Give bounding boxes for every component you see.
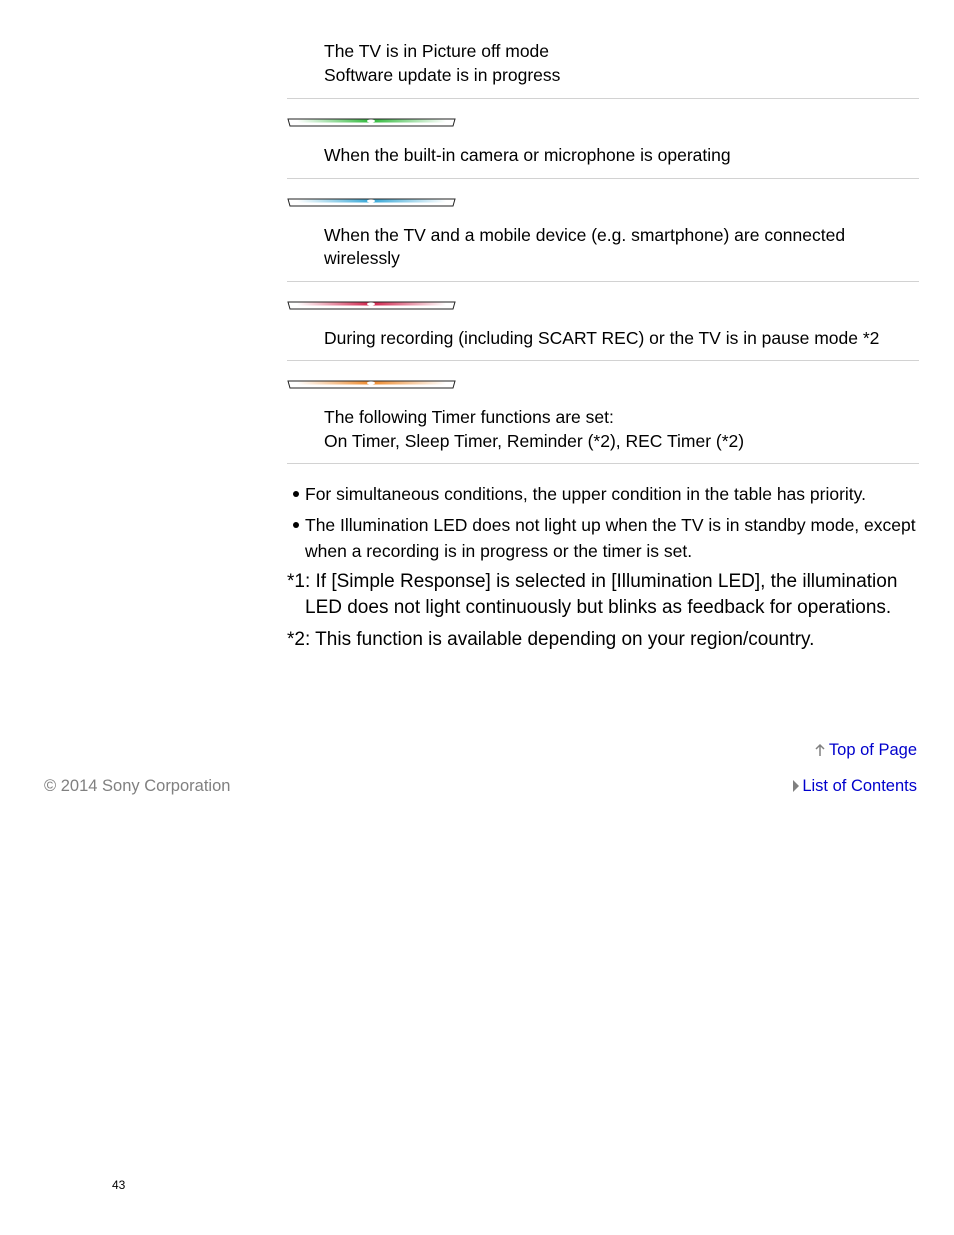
row-description: [287, 207, 919, 281]
top-of-page-label: Top of Page: [828, 741, 917, 759]
row-line: On Timer, Sleep Timer, Reminder (*2), REC Timer (*2): [324, 430, 745, 451]
table-row-red: [287, 282, 919, 362]
bullet-icon: [293, 522, 299, 528]
row-line: The TV is in Picture off mode: [324, 41, 550, 61]
note-bullet: [287, 512, 919, 564]
table-row-blue: [287, 179, 919, 282]
list-of-contents-link[interactable]: [793, 776, 917, 796]
led-status-table: [287, 0, 919, 659]
copyright-text: © 2014 Sony Corporation: [44, 777, 231, 795]
footnote-1: *1: If [Simple Response] is selected in [Illumination LED], the illumination LED does not light continuously but blinks as feedback for operations.: [287, 571, 898, 618]
note-text: For simultaneous conditions, the upper condition in the table has priority.: [305, 484, 866, 504]
row-line: When the built-in camera or microphone is operating: [324, 145, 731, 165]
row-description: [287, 127, 919, 178]
row-description: [287, 310, 919, 361]
green-led-bar-icon: [287, 118, 456, 127]
triangle-right-icon: [793, 780, 799, 792]
list-of-contents-label: List of Contents: [802, 777, 917, 795]
table-row-picture-off: [287, 0, 919, 99]
notes-section: [287, 464, 919, 653]
note-bullet: [287, 481, 919, 507]
red-led-bar-icon: [287, 301, 456, 310]
table-row-orange: [287, 361, 919, 464]
page-number: 43: [112, 1178, 126, 1192]
row-line: The following Timer functions are set:: [324, 407, 614, 427]
footnote-2: *2: This function is available depending on your region/country.: [287, 629, 815, 650]
top-of-page-link[interactable]: [814, 740, 917, 760]
row-description: [287, 40, 919, 87]
row-description: [287, 389, 919, 463]
bullet-icon: [293, 491, 299, 497]
note-text: The Illumination LED does not light up when the TV is in standby mode, except when a recording is in progress or the timer is set.: [305, 515, 916, 561]
row-line: Software update is in progress: [324, 64, 561, 85]
row-line: When the TV and a mobile device (e.g. smartphone) are connected wirelessly: [324, 224, 846, 268]
blue-led-bar-icon: [287, 198, 456, 207]
orange-led-bar-icon: [287, 380, 456, 389]
arrow-up-icon: [814, 743, 826, 757]
table-row-green: [287, 99, 919, 179]
row-line: During recording (including SCART REC) or the TV is in pause mode *2: [324, 327, 880, 348]
